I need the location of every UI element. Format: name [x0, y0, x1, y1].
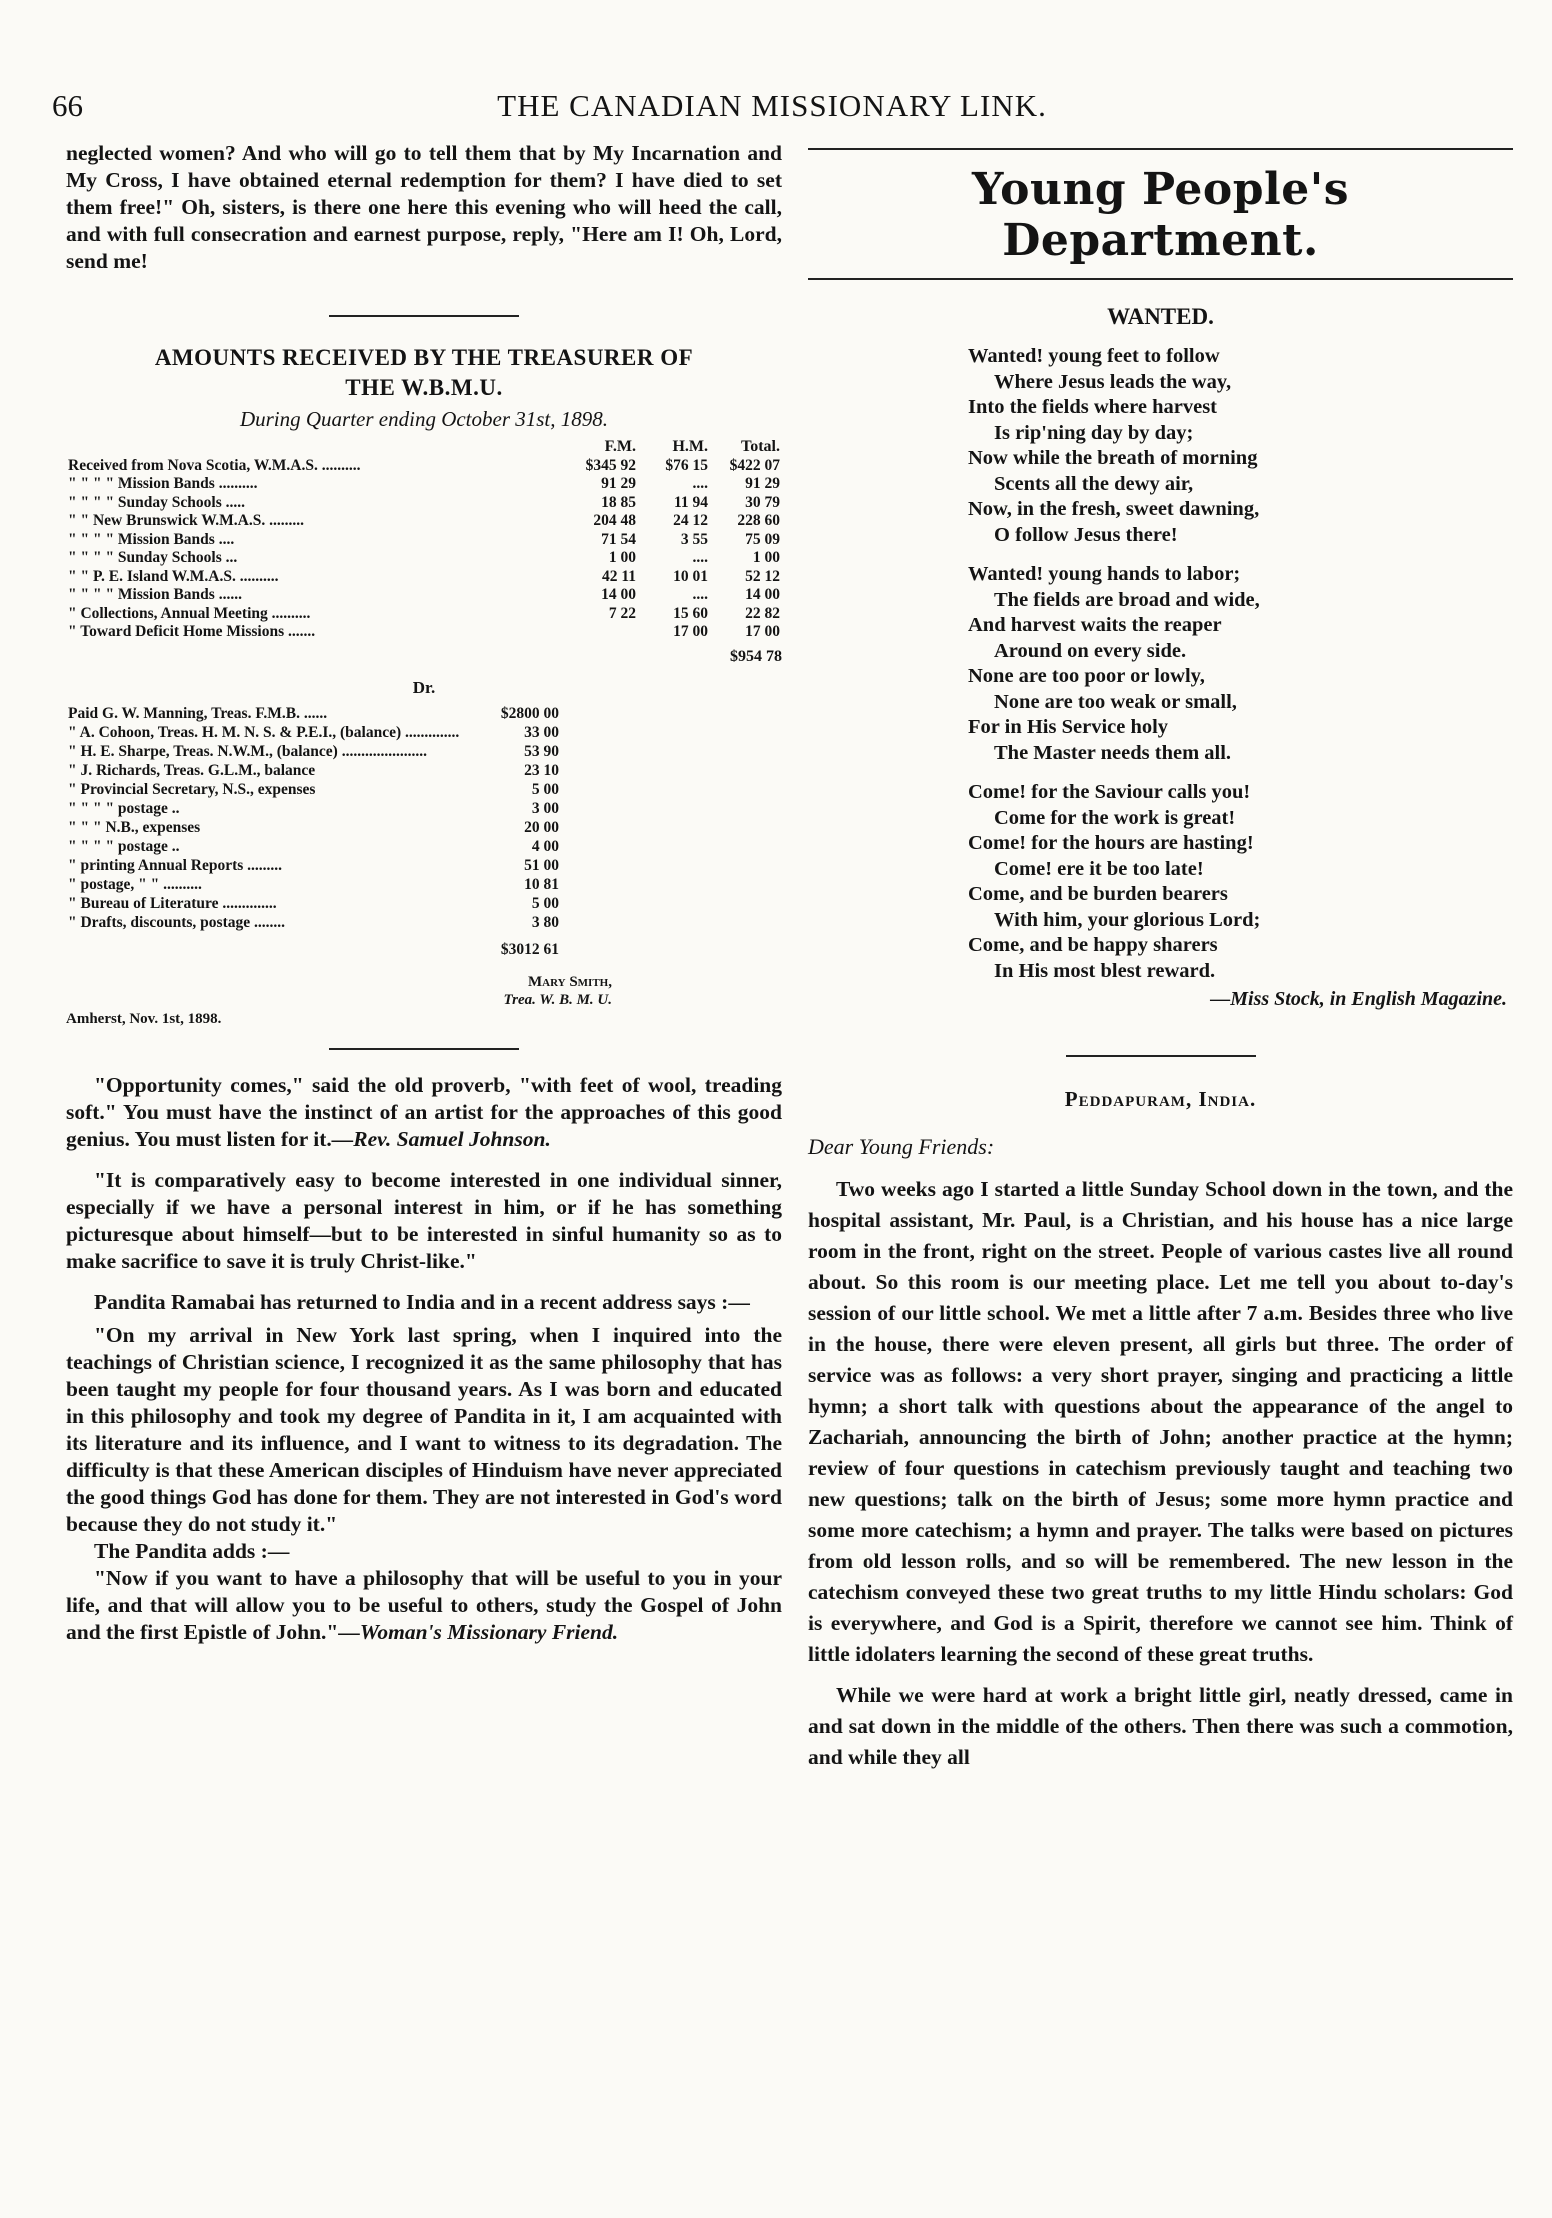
running-title: THE CANADIAN MISSIONARY LINK.: [497, 88, 1047, 123]
row-label: " Toward Deficit Home Missions .......: [68, 623, 316, 640]
row-fm: 1 00: [608, 549, 636, 566]
row-total: 22 82: [745, 604, 780, 622]
table-row: [66, 742, 561, 761]
row-amount: 3 80: [531, 913, 559, 931]
table-row: [66, 605, 782, 624]
row-label: Paid G. W. Manning, Treas. F.M.B. ......: [68, 704, 328, 722]
table-row: [66, 623, 782, 642]
row-total: 52 12: [745, 567, 780, 585]
row-hm: 3 55: [680, 530, 708, 548]
row-fm: 91 29: [601, 475, 636, 492]
receipts-total: $954 78: [730, 647, 782, 665]
pandita-quote: "On my arrival in New York last spring, when I inquired into the teachings of Christian science, I recognized it as the same philosophy that has been taught my people for four thousand years. As I was born and educated in this philosophy and took my degree of Pandita in it, I am acquainted with its literature and its influence, and I want to witness to its degradation. The difficulty is that these American disciples of Hinduism have never appreciated the good things God has done for them. They are not interested in God's word because they do not study it.": [66, 1322, 782, 1536]
treasurer-signature: [66, 973, 612, 1009]
table-row: [66, 457, 782, 476]
row-amount: 3 00: [531, 799, 559, 817]
row-amount: 51 00: [524, 856, 559, 874]
pandita-intro: Pandita Ramabai has returned to India and in a recent address says :—: [94, 1289, 750, 1314]
poem-line: Is rip'ning day by day;: [994, 421, 1194, 444]
poem-line: Come, and be happy sharers: [968, 934, 1218, 956]
row-amount: 23 10: [524, 761, 559, 779]
row-label: " Bureau of Literature ..............: [68, 894, 277, 912]
row-total: 1 00: [752, 549, 780, 566]
header-fm: F.M.: [604, 438, 636, 455]
poem-line: Around on every side.: [994, 639, 1187, 662]
page-header: [52, 88, 1492, 128]
header-hm: H.M.: [672, 438, 708, 455]
row-label: " " " " postage ..: [68, 799, 180, 817]
table-row: [66, 475, 782, 494]
row-amount: 4 00: [531, 837, 559, 855]
poem-line: The Master needs them all.: [994, 741, 1232, 764]
table-row: [66, 875, 561, 894]
row-fm: 14 00: [601, 586, 636, 603]
row-total: 75 09: [745, 530, 780, 548]
poem-line: Wanted! young hands to labor;: [968, 563, 1241, 585]
table-row: [66, 856, 561, 875]
poem-title: WANTED.: [1107, 304, 1214, 329]
divider: [808, 148, 1513, 150]
sinner-paragraph: "It is comparatively easy to become interested in one individual sinner, especially if we have a personal interest in him, or if he has something picturesque about himself—but to be interested in sinful humanity so as to make sacrifice to save it is truly Christ-like.": [66, 1167, 782, 1273]
signature-name: Mary Smith,: [527, 973, 612, 990]
poem-line: Wanted! young feet to follow: [968, 345, 1220, 367]
row-total: 17 00: [745, 623, 780, 640]
poem-line: Come! ere it be too late!: [994, 857, 1204, 880]
row-label: " Drafts, discounts, postage ........: [68, 913, 285, 931]
poem-line: Come, and be burden bearers: [968, 883, 1228, 905]
payments-table: [66, 704, 561, 959]
poem-line: O follow Jesus there!: [994, 523, 1178, 546]
pandita-source: —Woman's Missionary Friend.: [338, 1619, 619, 1644]
treasurer-heading-line-1: AMOUNTS RECEIVED BY THE TREASURER OF: [154, 345, 694, 370]
letter-paragraph-1: Two weeks ago I started a little Sunday School down in the town, and the hospital assistant, Mr. Paul, is a Christian, and his house has a nice large room in the front, right on the street. People of various castes live all round about. So this room is our meeting place. Let me tell you about to-day's session of our little school. We met a little after 7 a.m. Besides three who live in the house, there were eleven present, all girls but three. The order of service was as follows: a very short prayer, singing and practicing a little hymn; a short talk with questions about the appearance of the angel to Zachariah, announcing the birth of John; another practice at the hymn; review of four questions in catechism previously taught and teaching two new questions; talk on the birth of Jesus; some more hymn practice and some more catechism; a hymn and prayer. The talks were based on pictures from old lesson rolls, and so will be remembered. The new lesson in the catechism conveyed these two great truths to my little Hindu scholars: God is everywhere, and God is a Spirit, therefore we cannot see him. Think of little idolaters learning the second of these great truths.: [808, 1177, 1513, 1666]
row-label: Received from Nova Scotia, W.M.A.S. ..........: [68, 456, 361, 474]
row-label: " postage, " " ..........: [68, 875, 202, 893]
divider: [808, 278, 1513, 280]
row-hm: 11 94: [673, 493, 708, 511]
letter-paragraph-2: While we were hard at work a bright little girl, neatly dressed, came in and sat down in the middle of the others. Then there was such a commotion, and while they all: [808, 1683, 1513, 1769]
row-fm: [566, 623, 638, 642]
poem-line: Now, in the fresh, sweet dawning,: [968, 498, 1260, 520]
poem-line: And harvest waits the reaper: [968, 614, 1222, 636]
poem-line: Into the fields where harvest: [968, 396, 1218, 418]
row-hm: 24 12: [673, 512, 708, 529]
opportunity-source: —Rev. Samuel Johnson.: [331, 1126, 551, 1151]
row-hm: ....: [692, 475, 708, 492]
dateline: Amherst, Nov. 1st, 1898.: [66, 1010, 222, 1027]
row-hm: $76 15: [665, 456, 708, 474]
poem-line: Now while the breath of morning: [968, 447, 1258, 469]
row-amount: 10 81: [524, 875, 559, 893]
row-label: " " " " Mission Bands ......: [68, 586, 242, 603]
poem-line: Come for the work is great!: [994, 806, 1236, 829]
table-row: [66, 761, 561, 780]
row-label: " " " " Sunday Schools .....: [68, 493, 245, 511]
row-label: " Provincial Secretary, N.S., expenses: [68, 780, 316, 798]
table-row: [66, 837, 561, 856]
table-row: [66, 494, 782, 513]
poem-line: In His most blest reward.: [994, 959, 1216, 982]
table-row: [66, 549, 782, 568]
row-fm: $345 92: [585, 456, 636, 474]
pandita-final: [66, 1565, 782, 1646]
row-fm: 7 22: [608, 604, 636, 622]
signature-title: Trea. W. B. M. U.: [503, 991, 612, 1008]
row-hm: 10 01: [673, 567, 708, 585]
row-hm: 17 00: [673, 623, 708, 640]
row-total: $422 07: [729, 456, 780, 474]
header-total: Total.: [741, 438, 780, 455]
row-amount: 53 90: [524, 742, 559, 760]
receipts-header-row: [66, 438, 782, 457]
salutation: Dear Young Friends:: [808, 1134, 995, 1159]
right-column: [808, 140, 1513, 1773]
row-label: " A. Cohoon, Treas. H. M. N. S. & P.E.I., (balance) ..............: [68, 723, 460, 741]
row-total: 30 79: [745, 493, 780, 511]
row-amount: 5 00: [531, 894, 559, 912]
row-label: " H. E. Sharpe, Treas. N.W.M., (balance) ......................: [68, 742, 427, 760]
table-row: [66, 799, 561, 818]
table-row: [66, 704, 561, 723]
divider: [329, 1048, 519, 1050]
poem-line: Where Jesus leads the way,: [994, 370, 1232, 393]
poem-stanza: [968, 780, 1513, 984]
table-row: [66, 913, 561, 932]
row-label: " Collections, Annual Meeting ..........: [68, 604, 311, 622]
poem-line: Scents all the dewy air,: [994, 472, 1194, 495]
table-row: [66, 568, 782, 587]
row-label: " " " " Sunday Schools ...: [68, 549, 238, 566]
letter-place: Peddapuram, India.: [1064, 1087, 1257, 1111]
poem-line: None are too weak or small,: [994, 690, 1237, 713]
row-label: " " " N.B., expenses: [68, 818, 201, 836]
department-title: Young People's Department.: [972, 164, 1349, 266]
table-row: [66, 586, 782, 605]
poem: [968, 344, 1513, 984]
poem-line: None are too poor or lowly,: [968, 665, 1205, 687]
row-label: " " " " Mission Bands ....: [68, 530, 235, 548]
row-hm: 15 60: [673, 604, 708, 622]
row-hm: ....: [692, 549, 708, 566]
row-fm: 204 48: [593, 512, 636, 529]
poem-line: Come! for the hours are hasting!: [968, 832, 1254, 854]
receipts-table: [66, 438, 782, 642]
poem-attribution: —Miss Stock, in English Magazine.: [1210, 988, 1507, 1010]
poem-line: For in His Service holy: [968, 716, 1169, 738]
treasurer-heading: [66, 343, 782, 403]
row-total: 91 29: [745, 475, 780, 492]
row-fm: 42 11: [601, 567, 636, 585]
poem-stanza: [968, 344, 1513, 548]
row-total: 228 60: [737, 512, 780, 529]
divider: [329, 315, 519, 317]
row-amount: $2800 00: [500, 704, 559, 722]
table-row: [66, 818, 561, 837]
payments-total: $3012 61: [500, 940, 559, 958]
payments-total-row: [66, 932, 561, 959]
opportunity-text: "Opportunity comes," said the old proverb, "with feet of wool, treading soft." You must have the instinct of an artist for the approaches of this good genius. You must listen for it.: [66, 1072, 782, 1151]
table-row: [66, 512, 782, 531]
poem-line: The fields are broad and wide,: [994, 588, 1260, 611]
poem-stanza: [968, 562, 1513, 766]
table-row: [66, 894, 561, 913]
row-amount: 33 00: [524, 723, 559, 741]
dr-label: Dr.: [412, 677, 436, 697]
opportunity-paragraph: [66, 1072, 782, 1153]
row-total: 14 00: [745, 586, 780, 603]
row-label: " " New Brunswick W.M.A.S. .........: [68, 512, 304, 529]
intro-paragraph: neglected women? And who will go to tell them that by My Incarnation and My Cross, I have obtained eternal redemption for them? I have died to set them free!" Oh, sisters, is there one here this evening who will heed the call, and with full consecration and earnest purpose, reply, "Here am I! Oh, Lord, send me!: [66, 141, 782, 273]
poem-line: With him, your glorious Lord;: [994, 908, 1261, 931]
pandita-final-text: "Now if you want to have a philosophy that will be useful to you in your life, and that will allow you to be useful to others, study the Gospel of John and the first Epistle of John.": [66, 1565, 782, 1644]
divider: [1066, 1055, 1256, 1057]
poem-line: Come! for the Saviour calls you!: [968, 781, 1251, 803]
row-fm: 71 54: [601, 530, 636, 548]
row-fm: 18 85: [601, 493, 636, 511]
row-label: " " " " postage ..: [68, 837, 180, 855]
table-row: [66, 723, 561, 742]
row-label: " printing Annual Reports .........: [68, 856, 283, 874]
row-label: " J. Richards, Treas. G.L.M., balance: [68, 761, 316, 779]
row-amount: 20 00: [524, 818, 559, 836]
left-column: [66, 140, 782, 1646]
pandita-adds: The Pandita adds :—: [94, 1538, 290, 1563]
table-row: [66, 531, 782, 550]
page-number: 66: [52, 88, 83, 123]
row-amount: 5 00: [531, 780, 559, 798]
treasurer-heading-line-2: THE W.B.M.U.: [345, 375, 503, 400]
treasurer-subheading: During Quarter ending October 31st, 1898.: [239, 407, 609, 431]
row-label: " " " " Mission Bands ..........: [68, 475, 258, 492]
table-row: [66, 780, 561, 799]
row-hm: ....: [692, 586, 708, 603]
row-label: " " P. E. Island W.M.A.S. ..........: [68, 567, 279, 585]
